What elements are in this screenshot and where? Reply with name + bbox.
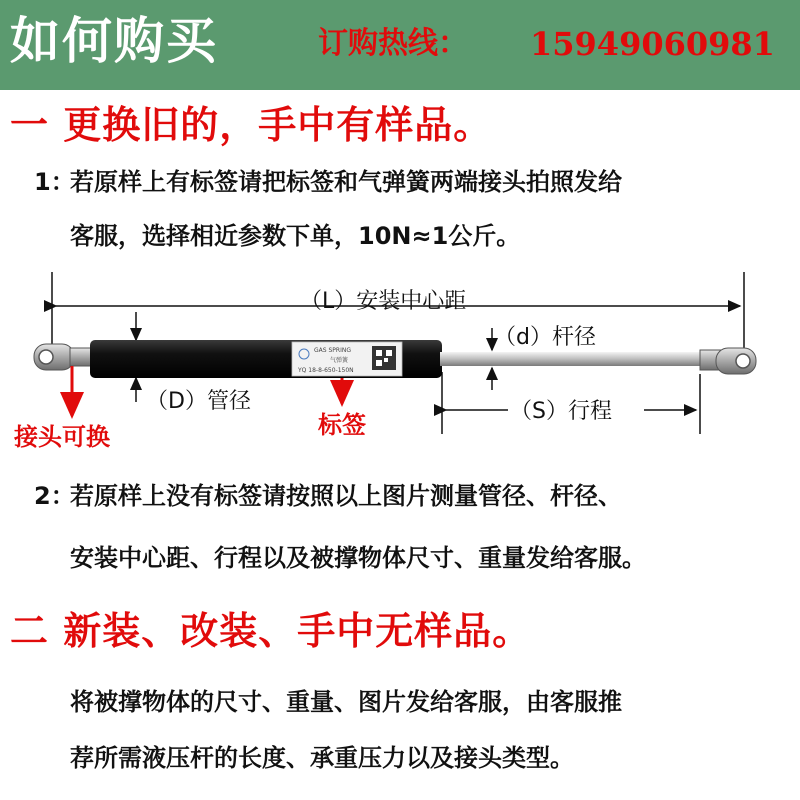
section2-line2: 荐所需液压杆的长度、承重压力以及接头类型。 — [70, 744, 574, 772]
item1-line1: 若原样上有标签请把标签和气弹簧两端接头拍照发给 — [70, 168, 622, 196]
item2-line1: 若原样上没有标签请按照以上图片测量管径、杆径、 — [70, 482, 622, 510]
tube-diameter-label: （D）管径 — [146, 389, 251, 414]
item2-line2: 安装中心距、行程以及被撑物体尺寸、重量发给客服。 — [70, 544, 646, 572]
hotline-label: 订购热线： — [318, 26, 468, 61]
sticker-model: YQ 18-8-650-150N — [298, 367, 354, 374]
gas-spring-diagram — [0, 262, 800, 462]
right-eye-joint — [700, 348, 756, 374]
item1-number: 1： — [34, 168, 75, 196]
item1-line2: 客服，选择相近参数下单，10N≈1公斤。 — [70, 222, 521, 250]
gas-spring-rod — [440, 352, 710, 366]
section2-line1: 将被撑物体的尺寸、重量、图片发给客服，由客服推 — [70, 688, 622, 716]
install-center-label: （L）安装中心距 — [300, 289, 467, 314]
hotline-phone[interactable]: 15949060981 — [530, 25, 775, 63]
section2-heading: 二 新装、改装、手中无样品。 — [10, 609, 532, 653]
item2-number: 2： — [34, 482, 75, 510]
rod-diameter-label: （d）杆径 — [494, 325, 596, 350]
joint-replaceable-label: 接头可换 — [14, 423, 110, 451]
sticker-cn: 气弹簧 — [330, 357, 349, 364]
stroke-label: （S）行程 — [510, 399, 612, 424]
sticker-brand: GAS SPRING — [314, 347, 351, 354]
tag-label: 标签 — [318, 411, 366, 439]
left-eye-joint — [34, 344, 94, 370]
section1-heading: 一 更换旧的，手中有样品。 — [10, 103, 493, 147]
header-banner — [0, 0, 800, 90]
spring-sticker — [292, 342, 402, 376]
banner-title: 如何购买 — [10, 12, 218, 70]
